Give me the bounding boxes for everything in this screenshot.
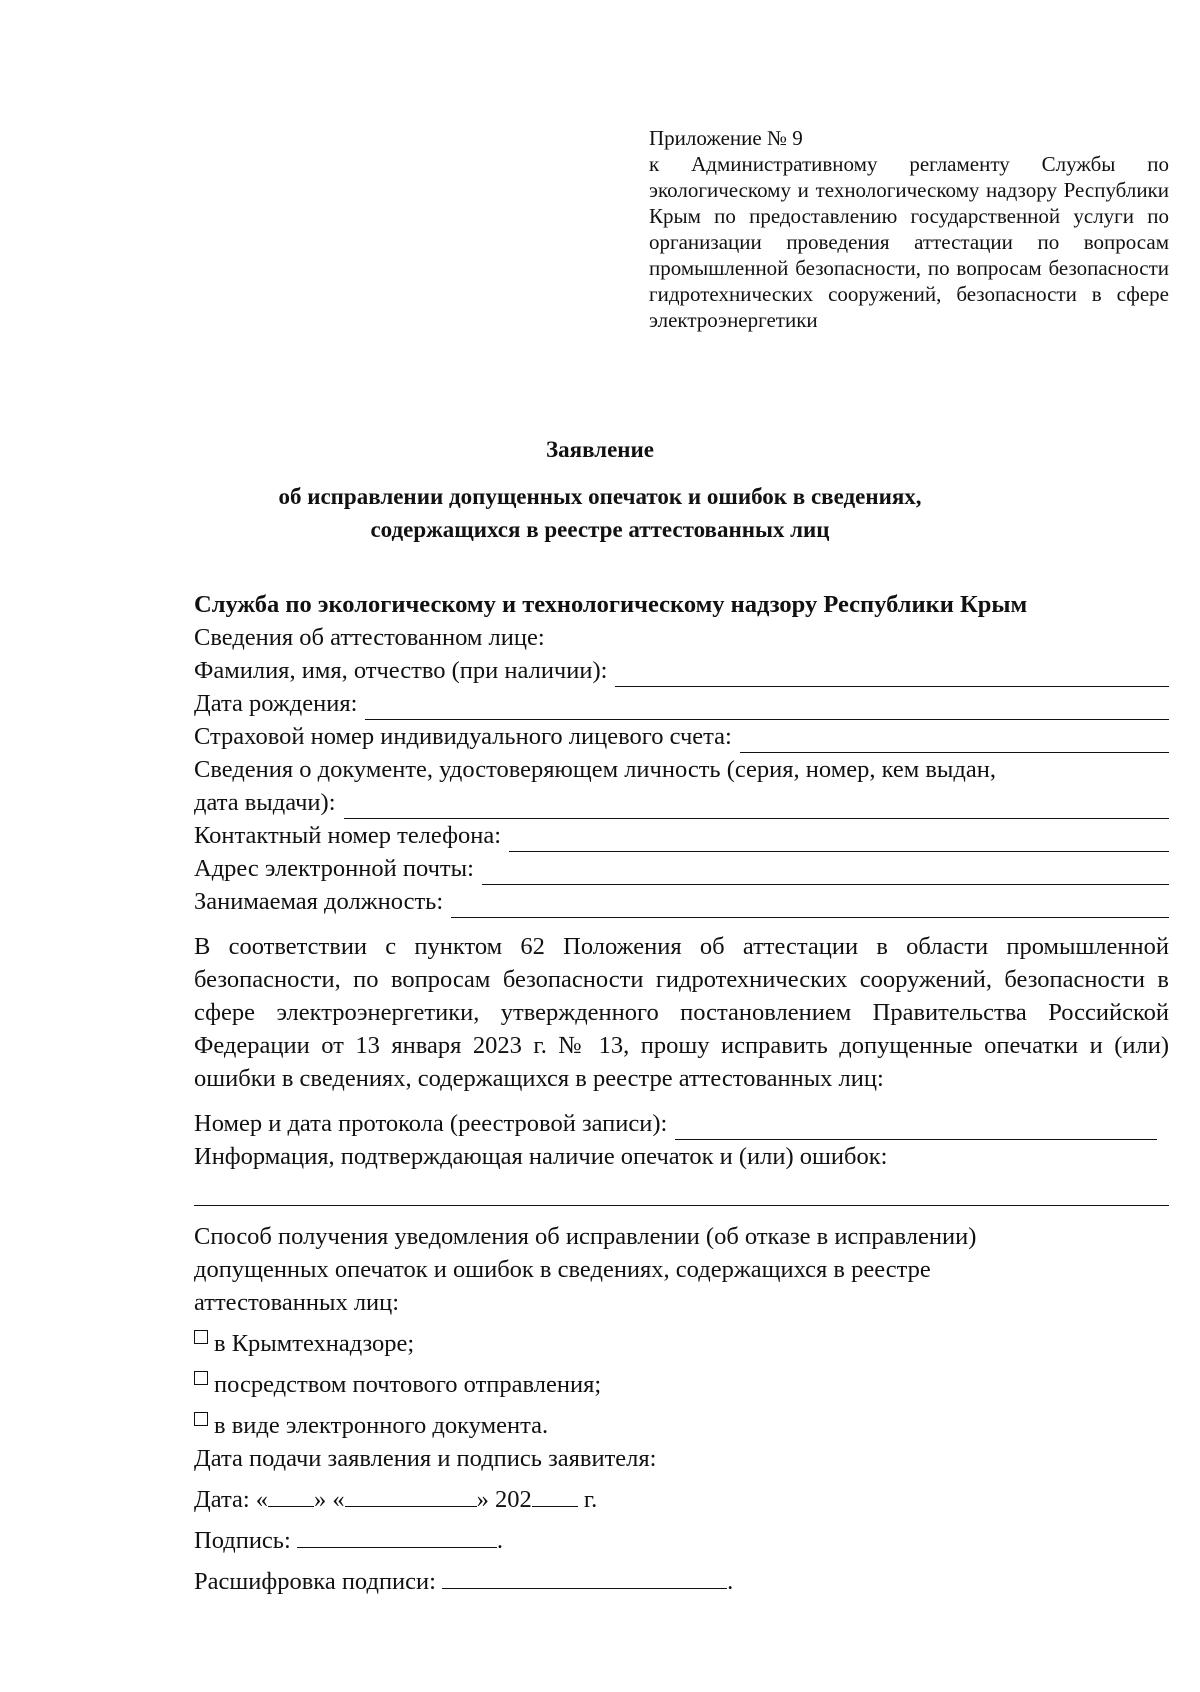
email-field xyxy=(194,852,1169,885)
option-krymtechnadzor xyxy=(194,1327,1169,1360)
fio-field xyxy=(194,654,1169,687)
protocol-field xyxy=(194,1107,1169,1140)
option-2-label: посредством почтового отправления; xyxy=(214,1371,602,1398)
birth-field xyxy=(194,687,1169,720)
option-electronic xyxy=(194,1409,1169,1442)
method-line-3: аттестованных лиц: xyxy=(194,1289,400,1316)
signature-field xyxy=(194,1524,1169,1557)
id-doc-label-line-2: дата выдачи): xyxy=(194,789,336,816)
transcript-field xyxy=(194,1565,1169,1598)
signature-blank[interactable] xyxy=(297,1525,497,1548)
appendix-header xyxy=(649,125,1169,333)
email-label: Адрес электронной почты: xyxy=(194,855,474,882)
date-label: Дата: xyxy=(194,1486,250,1513)
date-field xyxy=(194,1483,1169,1516)
id-doc-label-line-1: Сведения о документе, удостоверяющем личность (серия, номер, кем выдан, xyxy=(194,756,996,783)
document-title: Заявление xyxy=(545,437,655,462)
signature-end: . xyxy=(496,1527,504,1554)
option-3-checkbox[interactable] xyxy=(194,1412,208,1426)
appendix-title: Приложение № 9 xyxy=(649,126,803,150)
subtitle-line-1: об исправлении допущенных опечаток и ошибок в сведениях, xyxy=(278,484,922,509)
phone-blank[interactable] xyxy=(509,827,1169,852)
option-2-checkbox[interactable] xyxy=(194,1371,208,1385)
date-quote-year: » 202 xyxy=(476,1486,532,1513)
snils-label: Страховой номер индивидуального лицевого счета: xyxy=(194,723,732,750)
protocol-blank[interactable] xyxy=(675,1115,1157,1140)
position-label: Занимаемая должность: xyxy=(194,888,444,915)
snils-blank[interactable] xyxy=(740,728,1169,753)
date-year-blank[interactable] xyxy=(532,1484,578,1507)
date-year-suffix: г. xyxy=(583,1486,598,1513)
transcript-label: Расшифровка подписи: xyxy=(194,1568,436,1595)
fio-blank[interactable] xyxy=(615,662,1169,687)
request-text: В соответствии с пунктом 62 Положения об аттестации в области промышленной безопасности, по вопросам безопасности гидротехнических сооружений, безопасности в сфере электроэнергетики, утвержденного постановлением Правительства Российской Федерации от 13 января 2023 г. № 13, прошу исправить допущенные опечатки и (или) ошибки в сведениях, содержащихся в реестре аттестованных лиц: xyxy=(194,933,1169,1092)
option-1-label: в Крымтехнадзоре; xyxy=(214,1330,415,1357)
agency-name: Служба по экологическому и технологическому надзору Республики Крым xyxy=(194,591,1028,618)
date-month-blank[interactable] xyxy=(345,1484,477,1507)
signature-label: Подпись: xyxy=(194,1527,291,1554)
option-1-checkbox[interactable] xyxy=(194,1330,208,1344)
document-subtitle xyxy=(180,480,1020,546)
position-blank[interactable] xyxy=(451,893,1169,918)
person-header: Сведения об аттестованном лице: xyxy=(194,624,545,651)
option-post xyxy=(194,1368,1169,1401)
errors-info-blank[interactable] xyxy=(194,1183,1169,1206)
phone-field xyxy=(194,819,1169,852)
birth-label: Дата рождения: xyxy=(194,690,358,717)
date-day-blank[interactable] xyxy=(268,1484,314,1507)
fio-label: Фамилия, имя, отчество (при наличии): xyxy=(194,657,608,684)
option-3-label: в виде электронного документа. xyxy=(214,1412,549,1439)
transcript-end: . xyxy=(727,1568,734,1595)
email-blank[interactable] xyxy=(482,860,1169,885)
snils-field xyxy=(194,720,1169,753)
protocol-label: Номер и дата протокола (реестровой записи): xyxy=(194,1110,668,1137)
request-paragraph xyxy=(194,930,1169,1095)
form-body xyxy=(194,588,1169,1598)
transcript-blank[interactable] xyxy=(442,1566,727,1589)
id-doc-field xyxy=(194,786,1169,819)
method-line-1: Способ получения уведомления об исправлении (об отказе в исправлении) xyxy=(194,1223,977,1250)
position-field xyxy=(194,885,1169,918)
date-quote-mid: » « xyxy=(314,1486,345,1513)
phone-label: Контактный номер телефона: xyxy=(194,822,502,849)
errors-info-label: Информация, подтверждающая наличие опечаток и (или) ошибок: xyxy=(194,1143,888,1170)
signature-header: Дата подачи заявления и подпись заявителя: xyxy=(194,1445,657,1472)
date-quote-open: « xyxy=(255,1486,269,1513)
id-doc-blank[interactable] xyxy=(344,794,1170,819)
birth-blank[interactable] xyxy=(365,695,1169,720)
appendix-text: к Административному регламенту Службы по экологическому и технологическому надзору Республики Крым по предоставлению государственной услуги по организации проведения аттестации по вопросам промышленной безопасности, по вопросам безопасности гидротехнических сооружений, безопасности в сфере электроэнергетики xyxy=(649,152,1169,332)
subtitle-line-2: содержащихся в реестре аттестованных лиц xyxy=(370,517,830,542)
method-line-2: допущенных опечаток и ошибок в сведениях, содержащихся в реестре xyxy=(194,1256,931,1283)
